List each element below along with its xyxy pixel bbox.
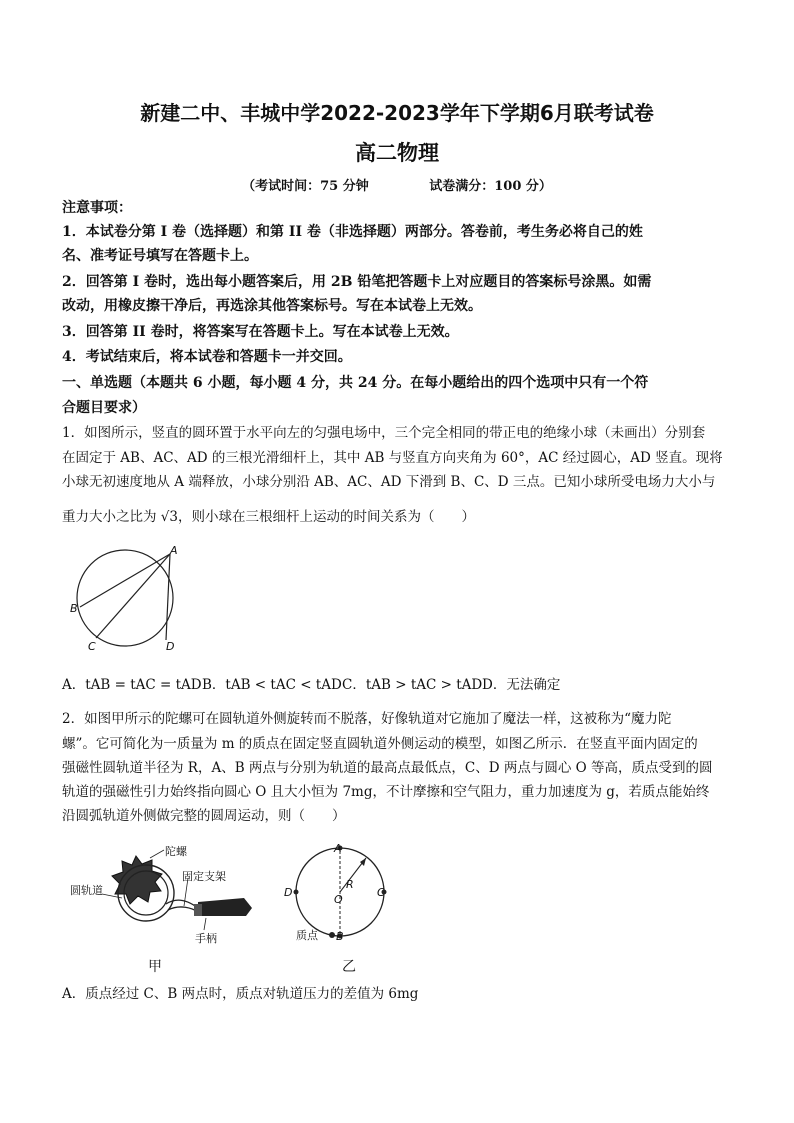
q1-label-a: A: [170, 544, 178, 557]
q1-text: 重力大小之比为 √3，则小球在三根细杆上运动的时间关系为（ ）: [62, 509, 475, 525]
yi-label-c: C: [377, 886, 385, 899]
notice-line: 1．本试卷分第 I 卷（选择题）和第 II 卷（非选择题）两部分。答卷前，考生务必将自己的姓: [62, 224, 643, 240]
q1-option-d: D．无法确定: [482, 677, 561, 693]
q1-option-a: A．tAB = tAC = tAD: [62, 677, 202, 693]
notice-line: 名、准考证号填写在答题卡上。: [62, 248, 258, 264]
yi-label-r: R: [346, 878, 354, 891]
q1-option-c: C．tAB > tAC > tAD: [342, 677, 483, 693]
exam-info: [0, 175, 794, 194]
q2-text: 2．如图甲所示的陀螺可在圆轨道外侧旋转而不脱落，好像轨道对它施加了魔法一样，这被称为“魔力陀: [62, 711, 672, 727]
notice-line: 4．考试结束后，将本试卷和答题卡一并交回。: [62, 349, 352, 365]
exam-subtitle: 高二物理: [355, 141, 439, 165]
jia-caption: 甲: [148, 959, 162, 975]
q1-text: 小球无初速度地从 A 端释放，小球分别沿 AB、AC、AD 下滑到 B、C、D 三点。已知小球所受电场力大小与: [62, 474, 716, 490]
q1-label-d: D: [166, 640, 175, 653]
yi-label-a: A: [334, 842, 342, 855]
section-heading: 一、单选题（本题共 6 小题，每小题 4 分，共 24 分。在每小题给出的四个选项中只有一个符: [62, 375, 649, 391]
yi-caption: 乙: [342, 959, 356, 975]
exam-time: （考试时间：75 分钟: [242, 179, 369, 194]
q2-text: 强磁性圆轨道半径为 R，A、B 两点与分别为轨道的最高点最低点，C、D 两点与圆心 O 等高，质点受到的圆: [62, 760, 713, 776]
q1-label-c: C: [88, 640, 96, 653]
q1-label-b: B: [70, 602, 78, 615]
exam-title: 新建二中、丰城中学2022-2023学年下学期6月联考试卷: [140, 101, 654, 125]
q1-text: 在固定于 AB、AC、AD 的三根光滑细杆上，其中 AB 与竖直方向夹角为 60°，AC 经过圆心，AD 竖直。现将: [62, 450, 723, 466]
jia-label-support: 固定支架: [182, 870, 226, 883]
notice-line: 改动，用橡皮擦干净后，再选涂其他答案标号。写在本试卷上无效。: [62, 298, 482, 314]
yi-label-b: B: [336, 930, 344, 943]
notice-heading: 注意事项：: [62, 200, 132, 216]
q2-text: 螺”。它可简化为一质量为 m 的质点在固定竖直圆轨道外侧运动的模型，如图乙所示．在竖直平面内固定的: [62, 736, 698, 752]
q2-text: 沿圆弧轨道外侧做完整的圆周运动，则（ ）: [62, 808, 346, 824]
yi-label-d: D: [284, 886, 293, 899]
section-heading-cont: 合题目要求）: [62, 400, 146, 416]
jia-label-track: 圆轨道: [70, 884, 103, 897]
q2-option-a: A．质点经过 C、B 两点时，质点对轨道压力的差值为 6mg: [62, 986, 419, 1002]
jia-label-top: 陀螺: [165, 845, 187, 858]
notice-line: 2．回答第 I 卷时，选出每小题答案后，用 2B 铅笔把答题卡上对应题目的答案标号涂黑。如需: [62, 274, 652, 290]
notice-line: 3．回答第 II 卷时，将答案写在答题卡上。写在本试卷上无效。: [62, 324, 459, 340]
yi-label-particle: 质点: [296, 929, 318, 942]
yi-label-o: O: [334, 893, 343, 906]
q1-option-b: B．tAB < tAC < tAD: [202, 677, 342, 693]
q1-text: 1．如图所示，竖直的圆环置于水平向左的匀强电场中，三个完全相同的带正电的绝缘小球（未画出）分别套: [62, 425, 706, 441]
exam-score: 试卷满分：100 分）: [429, 179, 552, 194]
q2-text: 轨道的强磁性引力始终指向圆心 O 且大小恒为 7mg，不计摩擦和空气阻力，重力加速度为 g，若质点能始终: [62, 784, 710, 800]
jia-label-handle: 手柄: [195, 932, 217, 945]
